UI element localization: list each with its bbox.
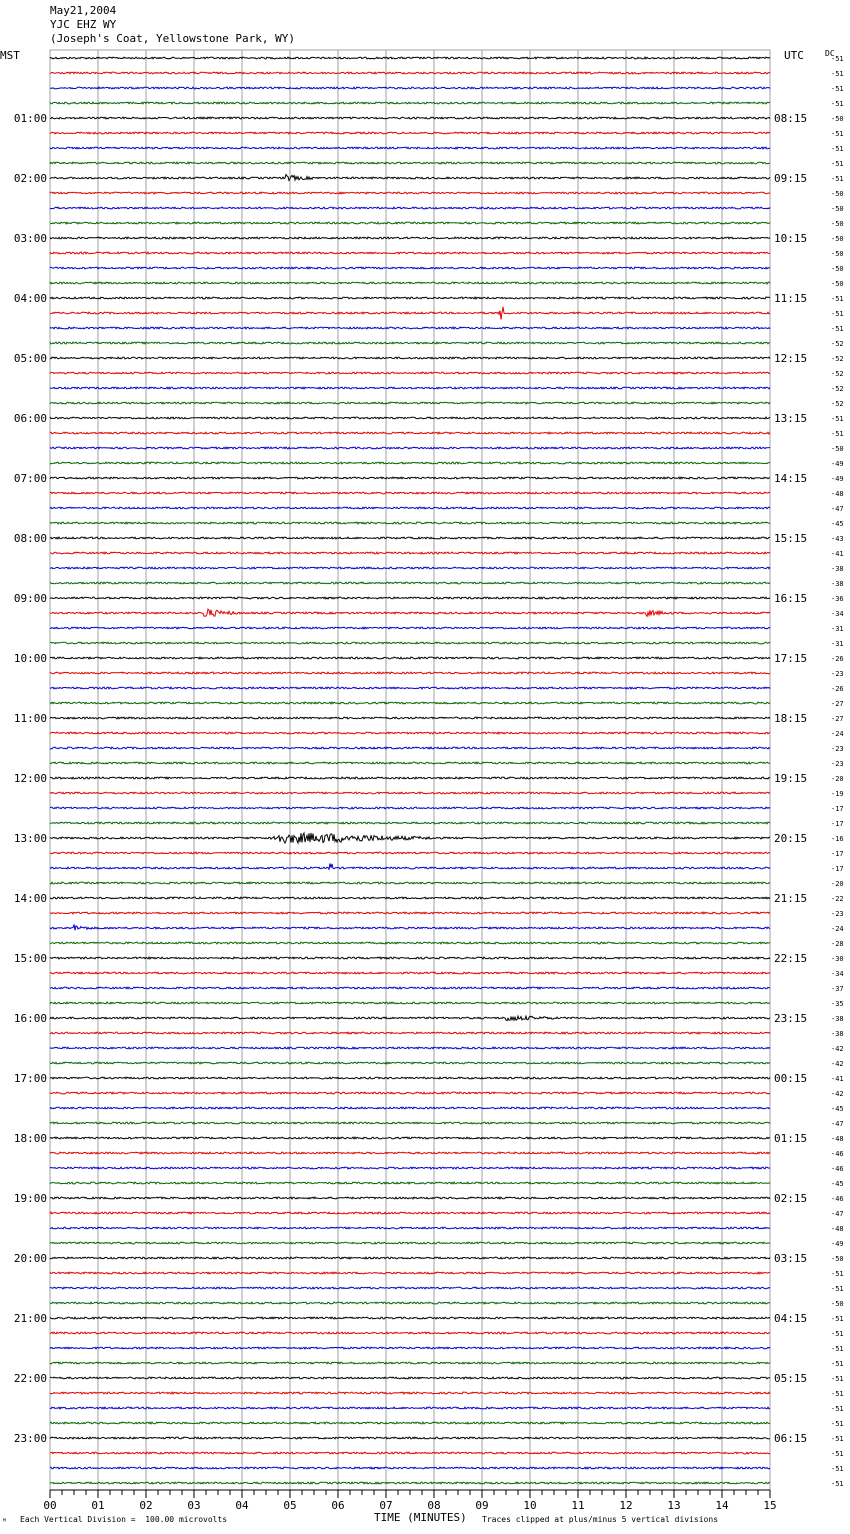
dc-offset-label: -52	[831, 370, 844, 378]
dc-offset-label: -27	[831, 715, 844, 723]
trace-line	[50, 864, 770, 870]
dc-offset-label: -47	[831, 1120, 844, 1128]
dc-offset-label: -52	[831, 400, 844, 408]
dc-offset-label: -51	[831, 295, 844, 303]
dc-offset-label: -27	[831, 700, 844, 708]
dc-offset-label: -51	[831, 1435, 844, 1443]
trace-line	[50, 522, 770, 524]
x-axis-title: TIME (MINUTES)	[374, 1511, 467, 1524]
dc-offset-label: -20	[831, 775, 844, 783]
trace-line	[50, 1137, 770, 1139]
trace-line	[50, 1002, 770, 1004]
trace-line	[50, 807, 770, 809]
trace-line	[50, 1167, 770, 1169]
mst-hour-label: 19:00	[13, 1192, 47, 1205]
mst-hour-label: 09:00	[13, 592, 47, 605]
station-location: (Joseph's Coat, Yellowstone Park, WY)	[50, 32, 296, 45]
mst-hour-label: 14:00	[13, 892, 47, 905]
mst-hour-label: 03:00	[13, 232, 47, 245]
utc-hour-label: 20:15	[774, 832, 808, 845]
dc-offset-label: -51	[831, 1315, 844, 1323]
mst-hour-label: 07:00	[13, 472, 47, 485]
dc-offset-label: -20	[831, 880, 844, 888]
trace-line	[50, 792, 770, 794]
mst-hour-label: 10:00	[13, 652, 47, 665]
dc-offset-label: -48	[831, 490, 844, 498]
trace-line	[50, 762, 770, 764]
dc-offset-label: -17	[831, 820, 844, 828]
dc-offset-label: -51	[831, 1345, 844, 1353]
trace-line	[50, 1122, 770, 1124]
dc-offset-label: -26	[831, 685, 844, 693]
trace-line	[50, 1016, 770, 1021]
utc-hour-label: 16:15	[774, 592, 808, 605]
utc-hour-label: 00:15	[774, 1072, 808, 1085]
mst-hour-label: 23:00	[13, 1432, 47, 1445]
mst-hour-label: 04:00	[13, 292, 47, 305]
dc-offset-label: -51	[831, 145, 844, 153]
dc-offset-label: -51	[831, 1270, 844, 1278]
dc-offset-label: -46	[831, 1150, 844, 1158]
dc-offset-label: -48	[831, 1225, 844, 1233]
dc-offset-label: -26	[831, 655, 844, 663]
trace-line	[50, 912, 770, 914]
mst-hour-label: 20:00	[13, 1252, 47, 1265]
trace-line	[50, 87, 770, 89]
trace-line	[50, 702, 770, 704]
mst-hour-label: 02:00	[13, 172, 47, 185]
mst-hour-label: 18:00	[13, 1132, 47, 1145]
dc-offset-label: -51	[831, 325, 844, 333]
mst-hour-label: 15:00	[13, 952, 47, 965]
dc-offset-label: -51	[831, 430, 844, 438]
dc-offset-label: -34	[831, 970, 844, 978]
dc-offset-label: -50	[831, 205, 844, 213]
trace-line	[50, 1197, 770, 1199]
dc-offset-label: -49	[831, 460, 844, 468]
dc-offset-label: -31	[831, 640, 844, 648]
left-timezone-label: MST	[0, 49, 20, 62]
dc-offset-label: -24	[831, 730, 844, 738]
trace-line	[50, 1407, 770, 1409]
utc-hour-label: 12:15	[774, 352, 808, 365]
x-tick-label: 09	[475, 1499, 489, 1512]
trace-line	[50, 1032, 770, 1034]
dc-offset-label: -41	[831, 1075, 844, 1083]
scale-note: Each Vertical Division = 100.00 microvolts	[20, 1515, 228, 1524]
dc-offset-label: -41	[831, 550, 844, 558]
dc-offset-label: -51	[831, 130, 844, 138]
utc-hour-label: 17:15	[774, 652, 808, 665]
dc-offset-label: -51	[831, 1465, 844, 1473]
trace-line	[50, 597, 770, 599]
dc-offset-label: -51	[831, 70, 844, 78]
dc-offset-label: -51	[831, 85, 844, 93]
dc-offset-label: -51	[831, 1420, 844, 1428]
dc-offset-label: -38	[831, 580, 844, 588]
trace-line	[50, 747, 770, 749]
utc-hour-label: 06:15	[774, 1432, 808, 1445]
trace-line	[50, 924, 770, 930]
x-tick-label: 13	[667, 1499, 681, 1512]
trace-line	[50, 252, 770, 254]
trace-line	[50, 342, 770, 344]
dc-offset-label: -51	[831, 1480, 844, 1488]
utc-hour-label: 18:15	[774, 712, 808, 725]
trace-line	[50, 552, 770, 554]
trace-line	[50, 627, 770, 629]
trace-line	[50, 1092, 770, 1094]
dc-offset-label: -17	[831, 865, 844, 873]
trace-line	[50, 1392, 770, 1394]
dc-offset-label: -52	[831, 385, 844, 393]
dc-offset-label: -38	[831, 1015, 844, 1023]
trace-line	[50, 1317, 770, 1319]
mst-hour-label: 06:00	[13, 412, 47, 425]
mst-hour-label: 12:00	[13, 772, 47, 785]
dc-offset-label: -23	[831, 745, 844, 753]
dc-offset-label: -51	[831, 100, 844, 108]
trace-line	[50, 507, 770, 509]
trace-line	[50, 1437, 770, 1439]
trace-line	[50, 357, 770, 359]
dc-offset-label: -50	[831, 445, 844, 453]
trace-line	[50, 732, 770, 734]
dc-offset-label: -23	[831, 760, 844, 768]
utc-hour-label: 14:15	[774, 472, 808, 485]
mst-hour-label: 22:00	[13, 1372, 47, 1385]
trace-line	[50, 1077, 770, 1079]
trace-line	[50, 672, 770, 674]
dc-offset-label: -22	[831, 895, 844, 903]
x-tick-label: 15	[763, 1499, 777, 1512]
utc-hour-label: 05:15	[774, 1372, 808, 1385]
trace-line	[50, 1047, 770, 1049]
trace-line	[50, 1482, 770, 1484]
dc-offset-label: -51	[831, 1330, 844, 1338]
dc-offset-label: -49	[831, 475, 844, 483]
trace-line	[50, 957, 770, 959]
utc-hour-label: 02:15	[774, 1192, 808, 1205]
mst-hour-label: 21:00	[13, 1312, 47, 1325]
trace-line	[50, 1467, 770, 1469]
dc-offset-label: -17	[831, 850, 844, 858]
trace-line	[50, 1332, 770, 1334]
x-tick-label: 12	[619, 1499, 633, 1512]
utc-hour-label: 23:15	[774, 1012, 808, 1025]
dc-offset-label: -34	[831, 610, 844, 618]
trace-line	[50, 1152, 770, 1154]
dc-offset-label: -38	[831, 565, 844, 573]
dc-offset-label: -51	[831, 415, 844, 423]
utc-hour-label: 11:15	[774, 292, 808, 305]
dc-offset-label: -50	[831, 235, 844, 243]
dc-offset-label: -45	[831, 1105, 844, 1113]
dc-offset-label: -46	[831, 1195, 844, 1203]
dc-offset-label: -50	[831, 1300, 844, 1308]
trace-line	[50, 642, 770, 644]
trace-line	[50, 297, 770, 299]
trace-line	[50, 307, 770, 320]
trace-line	[50, 372, 770, 374]
dc-offset-label: -51	[831, 1375, 844, 1383]
utc-hour-label: 10:15	[774, 232, 808, 245]
trace-line	[50, 582, 770, 584]
dc-offset-label: -45	[831, 1180, 844, 1188]
trace-line	[50, 432, 770, 434]
dc-offset-label: -28	[831, 940, 844, 948]
trace-line	[50, 147, 770, 149]
trace-line	[50, 162, 770, 164]
trace-line	[50, 609, 770, 616]
dc-offset-label: -50	[831, 250, 844, 258]
trace-line	[50, 237, 770, 239]
dc-offset-label: -50	[831, 280, 844, 288]
dc-offset-label: -16	[831, 835, 844, 843]
trace-line	[50, 57, 770, 59]
dc-offset-label: -48	[831, 1135, 844, 1143]
trace-line	[50, 447, 770, 449]
dc-offset-header: DC	[825, 49, 835, 58]
x-tick-label: 02	[139, 1499, 153, 1512]
trace-line	[50, 822, 770, 824]
mst-hour-label: 11:00	[13, 712, 47, 725]
trace-line	[50, 72, 770, 74]
dc-offset-label: -37	[831, 985, 844, 993]
x-tick-label: 08	[427, 1499, 441, 1512]
mst-hour-label: 13:00	[13, 832, 47, 845]
utc-hour-label: 03:15	[774, 1252, 808, 1265]
trace-line	[50, 1257, 770, 1259]
utc-hour-label: 01:15	[774, 1132, 808, 1145]
trace-line	[50, 882, 770, 884]
trace-line	[50, 852, 770, 854]
trace-line	[50, 175, 770, 181]
trace-line	[50, 1347, 770, 1349]
dc-offset-label: -46	[831, 1165, 844, 1173]
dc-offset-label: -42	[831, 1090, 844, 1098]
dc-offset-label: -23	[831, 670, 844, 678]
x-tick-label: 04	[235, 1499, 249, 1512]
trace-line	[50, 1362, 770, 1364]
dc-offset-label: -50	[831, 220, 844, 228]
dc-offset-label: -47	[831, 1210, 844, 1218]
trace-line	[50, 942, 770, 944]
x-tick-label: 14	[715, 1499, 729, 1512]
mst-hour-label: 16:00	[13, 1012, 47, 1025]
dc-offset-label: -50	[831, 115, 844, 123]
x-tick-label: 10	[523, 1499, 537, 1512]
trace-line	[50, 1287, 770, 1289]
dc-offset-label: -19	[831, 790, 844, 798]
x-tick-label: 06	[331, 1499, 345, 1512]
trace-line	[50, 207, 770, 209]
trace-line	[50, 267, 770, 269]
trace-line	[50, 477, 770, 479]
dc-offset-label: -51	[831, 1360, 844, 1368]
trace-line	[50, 537, 770, 539]
dc-offset-label: -52	[831, 355, 844, 363]
dc-offset-label: -36	[831, 595, 844, 603]
x-tick-label: 05	[283, 1499, 297, 1512]
x-tick-label: 01	[91, 1499, 105, 1512]
trace-line	[50, 387, 770, 389]
trace-line	[50, 1182, 770, 1184]
x-tick-label: 07	[379, 1499, 393, 1512]
mst-hour-label: 08:00	[13, 532, 47, 545]
trace-line	[50, 687, 770, 689]
trace-line	[50, 717, 770, 719]
clip-note: Traces clipped at plus/minus 5 vertical divisions	[482, 1515, 719, 1524]
utc-hour-label: 09:15	[774, 172, 808, 185]
trace-line	[50, 462, 770, 464]
dc-offset-label: -51	[831, 1405, 844, 1413]
utc-hour-label: 19:15	[774, 772, 808, 785]
dc-offset-label: -51	[831, 175, 844, 183]
x-tick-label: 03	[187, 1499, 201, 1512]
utc-hour-label: 04:15	[774, 1312, 808, 1325]
trace-line	[50, 1062, 770, 1064]
dc-offset-label: -50	[831, 190, 844, 198]
dc-offset-label: -17	[831, 805, 844, 813]
trace-line	[50, 1272, 770, 1274]
trace-line	[50, 492, 770, 494]
x-tick-label: 00	[43, 1499, 57, 1512]
dc-offset-label: -30	[831, 955, 844, 963]
trace-line	[50, 1242, 770, 1244]
trace-line	[50, 1212, 770, 1214]
trace-line	[50, 972, 770, 974]
corner-mark: ᴹ	[2, 1517, 7, 1526]
mst-hour-label: 05:00	[13, 352, 47, 365]
dc-offset-label: -51	[831, 55, 844, 63]
trace-line	[50, 1107, 770, 1109]
trace-line	[50, 417, 770, 419]
trace-line	[50, 102, 770, 104]
trace-line	[50, 657, 770, 659]
trace-line	[50, 402, 770, 404]
trace-line	[50, 327, 770, 329]
trace-line	[50, 222, 770, 224]
trace-line	[50, 1452, 770, 1454]
utc-hour-label: 08:15	[774, 112, 808, 125]
trace-line	[50, 117, 770, 119]
trace-line	[50, 833, 770, 843]
mst-hour-label: 01:00	[13, 112, 47, 125]
utc-hour-label: 13:15	[774, 412, 808, 425]
trace-line	[50, 897, 770, 899]
station-code: YJC EHZ WY	[50, 18, 117, 31]
record-date: May21,2004	[50, 4, 117, 17]
dc-offset-label: -50	[831, 265, 844, 273]
dc-offset-label: -38	[831, 1030, 844, 1038]
trace-line	[50, 1302, 770, 1304]
dc-offset-label: -43	[831, 535, 844, 543]
dc-offset-label: -42	[831, 1045, 844, 1053]
utc-hour-label: 21:15	[774, 892, 808, 905]
trace-line	[50, 987, 770, 989]
dc-offset-label: -52	[831, 340, 844, 348]
dc-offset-label: -47	[831, 505, 844, 513]
dc-offset-label: -51	[831, 310, 844, 318]
dc-offset-label: -45	[831, 520, 844, 528]
trace-line	[50, 1377, 770, 1379]
utc-hour-label: 15:15	[774, 532, 808, 545]
trace-line	[50, 192, 770, 194]
dc-offset-label: -51	[831, 1450, 844, 1458]
utc-hour-label: 22:15	[774, 952, 808, 965]
trace-line	[50, 567, 770, 569]
trace-line	[50, 1227, 770, 1229]
trace-line	[50, 1422, 770, 1424]
dc-offset-label: -51	[831, 1390, 844, 1398]
dc-offset-label: -50	[831, 1255, 844, 1263]
dc-offset-label: -23	[831, 910, 844, 918]
dc-offset-label: -49	[831, 1240, 844, 1248]
dc-offset-label: -35	[831, 1000, 844, 1008]
mst-hour-label: 17:00	[13, 1072, 47, 1085]
trace-line	[50, 282, 770, 284]
dc-offset-label: -51	[831, 1285, 844, 1293]
right-timezone-label: UTC	[784, 49, 804, 62]
dc-offset-label: -31	[831, 625, 844, 633]
dc-offset-label: -42	[831, 1060, 844, 1068]
trace-line	[50, 132, 770, 134]
x-tick-label: 11	[571, 1499, 585, 1512]
dc-offset-label: -51	[831, 160, 844, 168]
dc-offset-label: -24	[831, 925, 844, 933]
trace-line	[50, 777, 770, 779]
